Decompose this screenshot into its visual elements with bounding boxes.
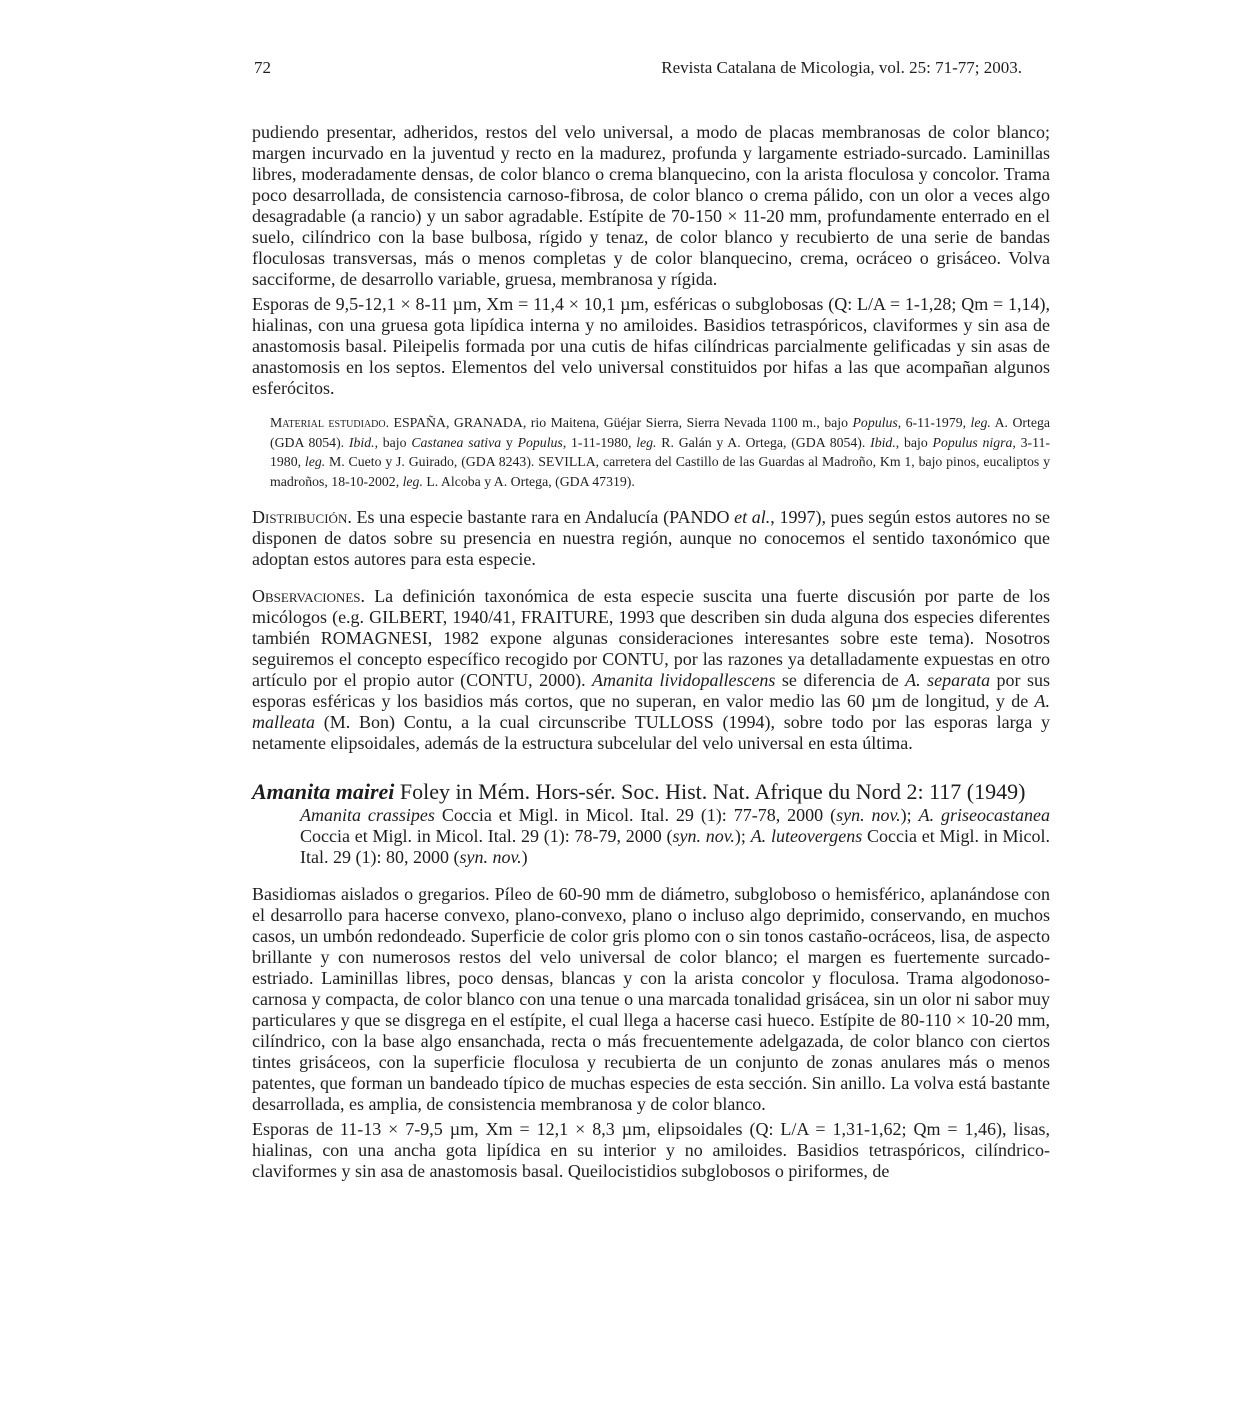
species-name: Amanita mairei <box>252 779 395 804</box>
page-number: 72 <box>254 58 271 77</box>
distribution-label: Distribución. <box>252 507 352 527</box>
species-description-paragraph: Basidiomas aislados o gregarios. Píleo de 60-90 mm de diámetro, subgloboso o hemisférico, aplanándose con el desarrollo para hacerse convexo, plano-convexo, plano o incluso algo deprimido, conservando, en muchos casos, un umbón redondeado. Superficie de color gris plomo con o sin tonos castaño-ocráceos, lisa, de aspecto brillante y con numerosos restos del velo universal de color blanco; el margen es fuertemente surcado-estriado. Laminillas libres, poco densas, blancas y con la arista concolor y floculosa. Trama algodonoso-carnosa y compacta, de color blanco con una tenue o una marcada tonalidad grisácea, sin un olor ni sabor muy particulares y que se disgrega en el estípite, el cual llega a hacerse casi hueco. Estípite de 80-110 × 10-20 mm, cilíndrico, con la base algo ensanchada, recta o más frecuentemente adelgazada, de color blanco con ciertos tintes grisáceos, con la superficie floculosa y recubierta de un conjunto de zonas anulares más o menos patentes, que forman un bandeado típico de muchas especies de esta sección. Sin anillo. La volva está bastante desarrollada, es amplia, de consistencia membranosa y de color blanco. <box>252 884 1050 1114</box>
material-studied: Material estudiado. ESPAÑA, GRANADA, rio Maitena, Güéjar Sierra, Sierra Nevada 1100 m., bajo Populus, 6-11-1979, leg. A. Ortega (GDA 8054). Ibid., bajo Castanea sativa y Populus, 1-11-1980, leg. R. Galán y A. Ortega, (GDA 8054). Ibid., bajo Populus nigra, 3-11-1980, leg. M. Cueto y J. Guirado, (GDA 8243). SEVILLA, carretera del Castillo de las Guardas al Madroño, Km 1, bajo pinos, eucaliptos y madroños, 18-10-2002, leg. L. Alcoba y A. Ortega, (GDA 47319). <box>270 415 1051 489</box>
species-microscopy-paragraph: Esporas de 11-13 × 7-9,5 µm, Xm = 12,1 × 8,3 µm, elipsoidales (Q: L/A = 1,31-1,62; Qm = 1,46), lisas, hialinas, con una ancha gota lipídica en su interior y no amiloides. Basidios tetraspóricos, cilíndrico-claviformes y sin asa de anastomosis basal. Queilocistidios subglobosos o piriformes, de <box>252 1119 1050 1181</box>
synonym-name: A. luteovergens <box>750 826 863 846</box>
description-paragraph: pudiendo presentar, adheridos, restos del velo universal, a modo de placas membranosas de color blanco; margen incurvado en la juventud y recto en la madurez, profunda y largamente estriado-surcado. Laminillas libres, moderadamente densas, de color blanco o crema blanquecino, con la arista floculosa y concolor. Trama poco desarrollada, de consistencia carnoso-fibrosa, de color blanco o crema pálido, con un olor a veces algo desagradable (a rancio) y un sabor agradable. Estípite de 70-150 × 11-20 mm, profundamente enterrado en el suelo, cilíndrico con la base bulbosa, rígido y tenaz, de color blanco y recubierto de una serie de bandas floculosas transversas, más o menos completas y de color blanquecino, crema, ocráceo o grisáceo. Volva sacciforme, de desarrollo variable, gruesa, membranosa y rígida. <box>252 122 1050 289</box>
microscopy-paragraph: Esporas de 9,5-12,1 × 8-11 µm, Xm = 11,4 × 10,1 µm, esféricas o subglobosas (Q: L/A = 1-1,28; Qm = 1,14), hialinas, con una gruesa gota lipídica interna y no amiloides. Basidios tetraspóricos, claviformes y sin asa de anastomosis basal. Pileipelis formada por una cutis de hifas cilíndricas parcialmente gelificadas y sin asas de anastomosis en los septos. Elementos del velo universal constituidos por hifas a las que acompañan algunos esferócitos. <box>252 294 1050 398</box>
observations-label: Observaciones. <box>252 586 366 606</box>
observations-paragraph: Observaciones. La definición taxonómica de esta especie suscita una fuerte discusión por parte de los micólogos (e.g. GILBERT, 1940/41, FRAITURE, 1993 que describen sin duda alguna dos especies diferentes también ROMAGNESI, 1982 expone algunas consideraciones interesantes sobre este tema). Nosotros seguiremos el concepto específico recogido por CONTU, por las razones ya detalladamente expuestas en otro artículo por el propio autor (CONTU, 2000). Amanita lividopallescens se diferencia de A. separata por sus esporas esféricas y los basidios más cortos, que no superan, en valor medio las 60 µm de longitud, y de A. malleata (M. Bon) Contu, a la cual circunscribe TULLOSS (1994), sobre todo por las esporas larga y netamente elipsoidales, además de la estructura subcelular del velo universal en esta última. <box>252 586 1050 753</box>
synonyms-block: Amanita crassipes Coccia et Migl. in Micol. Ital. 29 (1): 77-78, 2000 (syn. nov.); A. griseocastanea Coccia et Migl. in Micol. Ital. 29 (1): 78-79, 2000 (syn. nov.); A. luteovergens Coccia et Migl. in Micol. Ital. 29 (1): 80, 2000 (syn. nov.) <box>300 805 1051 867</box>
running-header <box>254 58 1022 82</box>
synonym-name: Amanita crassipes <box>300 805 435 825</box>
article-body <box>252 122 1050 1182</box>
journal-citation: Revista Catalana de Micologia, vol. 25: 71-77; 2003. <box>661 58 1022 77</box>
synonym-name: A. griseocastanea <box>918 805 1051 825</box>
distribution-paragraph: Distribución. Es una especie bastante rara en Andalucía (PANDO et al., 1997), pues según estos autores no se disponen de datos sobre su presencia en nuestra región, aunque no conocemos el sentido taxonómico que adoptan estos autores para esta especie. <box>252 507 1050 569</box>
species-heading: Amanita mairei Foley in Mém. Hors-sér. Soc. Hist. Nat. Afrique du Nord 2: 117 (1949) <box>252 779 1026 804</box>
material-label: Material estudiado. <box>270 415 390 430</box>
